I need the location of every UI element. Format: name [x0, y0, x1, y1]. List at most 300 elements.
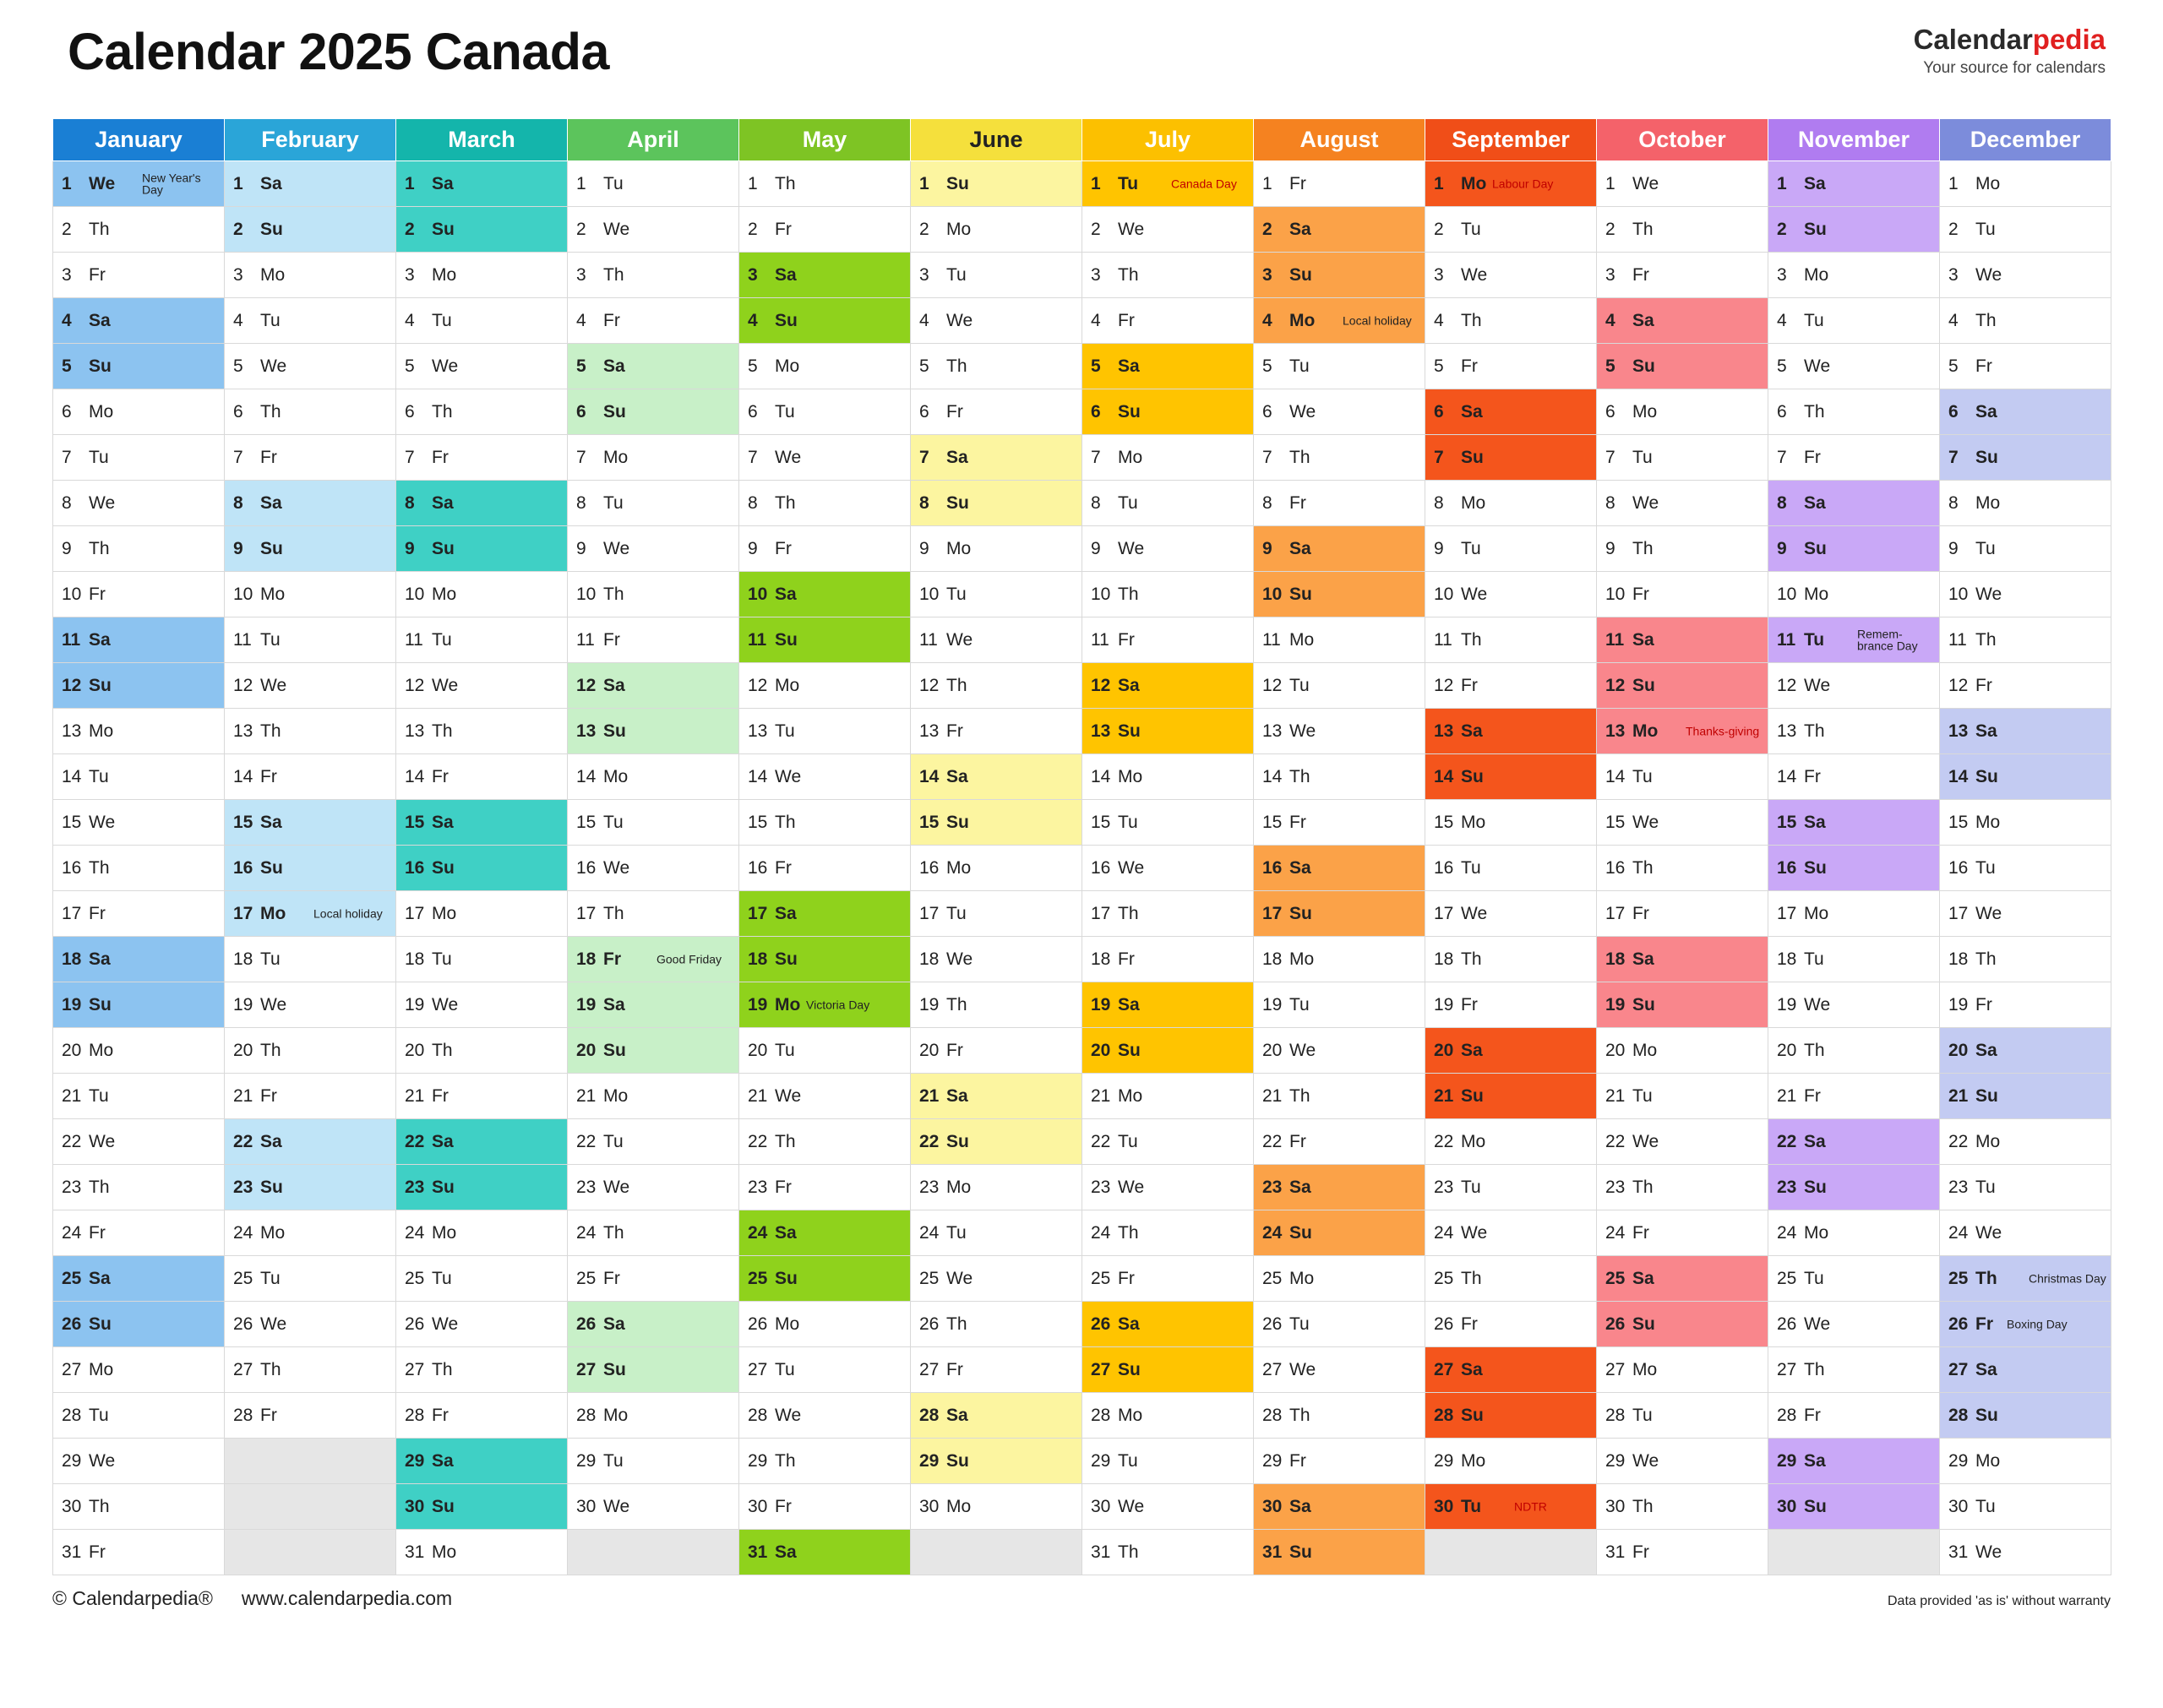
- day-cell-content[interactable]: [1425, 1210, 1596, 1255]
- day-cell-content[interactable]: [396, 526, 567, 571]
- day-cell-content[interactable]: [1082, 1256, 1253, 1301]
- day-cell-content[interactable]: [1254, 617, 1425, 662]
- day-cell-content[interactable]: [1940, 754, 2111, 799]
- day-cell-content[interactable]: [1940, 709, 2111, 753]
- day-cell-content[interactable]: [1082, 800, 1253, 845]
- day-cell-content[interactable]: [1940, 1119, 2111, 1164]
- day-cell-content[interactable]: [1425, 253, 1596, 297]
- day-cell-content[interactable]: [1082, 435, 1253, 480]
- day-cell-content[interactable]: [1425, 298, 1596, 343]
- day-cell-content[interactable]: [568, 344, 738, 389]
- day-cell-content[interactable]: [1940, 481, 2111, 525]
- day-cell-content[interactable]: [1082, 481, 1253, 525]
- day-cell-content[interactable]: [1597, 1393, 1768, 1438]
- day-cell-content[interactable]: [568, 253, 738, 297]
- day-cell-content[interactable]: [568, 207, 738, 252]
- day-cell-content[interactable]: [1082, 344, 1253, 389]
- day-cell-content[interactable]: [225, 1119, 395, 1164]
- day-cell-content[interactable]: [911, 663, 1082, 708]
- day-cell-content[interactable]: [396, 1210, 567, 1255]
- day-cell-content[interactable]: [568, 754, 738, 799]
- day-cell-content[interactable]: [568, 572, 738, 617]
- day-cell-content[interactable]: [53, 389, 224, 434]
- day-cell-content[interactable]: [396, 435, 567, 480]
- day-cell-content[interactable]: [1940, 572, 2111, 617]
- day-cell-content[interactable]: [1254, 389, 1425, 434]
- day-cell-content[interactable]: [396, 982, 567, 1027]
- day-cell-content[interactable]: [1597, 800, 1768, 845]
- day-cell-content[interactable]: [568, 526, 738, 571]
- day-cell-content[interactable]: [1254, 253, 1425, 297]
- day-cell-content[interactable]: [53, 1119, 224, 1164]
- day-cell-content[interactable]: [1082, 1530, 1253, 1575]
- day-cell-content[interactable]: [1425, 1393, 1596, 1438]
- day-cell-content[interactable]: [396, 161, 567, 206]
- day-cell-content[interactable]: [396, 344, 567, 389]
- day-cell-content[interactable]: [53, 937, 224, 982]
- day-cell-content[interactable]: [1768, 1484, 1939, 1529]
- day-cell-content[interactable]: [1768, 800, 1939, 845]
- day-cell-content[interactable]: [1082, 1439, 1253, 1483]
- day-cell-content[interactable]: [739, 1210, 910, 1255]
- day-cell-content[interactable]: [1082, 207, 1253, 252]
- day-cell-content[interactable]: [739, 754, 910, 799]
- day-cell-content[interactable]: [225, 800, 395, 845]
- day-cell-content[interactable]: [911, 1074, 1082, 1118]
- day-cell-content[interactable]: [1768, 1119, 1939, 1164]
- day-cell-content[interactable]: [739, 1347, 910, 1392]
- day-cell-content[interactable]: [568, 481, 738, 525]
- day-cell-content[interactable]: [1254, 709, 1425, 753]
- day-cell-content[interactable]: [1254, 572, 1425, 617]
- day-cell-content[interactable]: [396, 937, 567, 982]
- day-cell-content[interactable]: [911, 1393, 1082, 1438]
- day-cell-content[interactable]: [911, 1302, 1082, 1346]
- day-cell-content[interactable]: [1425, 1028, 1596, 1073]
- day-cell-content[interactable]: [1597, 344, 1768, 389]
- day-cell-content[interactable]: [1768, 982, 1939, 1027]
- day-cell-content[interactable]: [225, 1393, 395, 1438]
- day-cell-content[interactable]: [1940, 1439, 2111, 1483]
- day-cell-content[interactable]: [1425, 1074, 1596, 1118]
- day-cell-content[interactable]: [568, 1119, 738, 1164]
- day-cell-content[interactable]: [225, 1165, 395, 1210]
- day-cell-content[interactable]: [396, 1347, 567, 1392]
- day-cell-content[interactable]: [911, 617, 1082, 662]
- day-cell-content[interactable]: [1254, 298, 1425, 343]
- day-cell-content[interactable]: [225, 1210, 395, 1255]
- day-cell-content[interactable]: [1768, 1028, 1939, 1073]
- day-cell-content[interactable]: [225, 1028, 395, 1073]
- day-cell-content[interactable]: [911, 161, 1082, 206]
- day-cell-content[interactable]: [53, 1484, 224, 1529]
- day-cell-content[interactable]: [1082, 161, 1253, 206]
- day-cell-content[interactable]: [739, 891, 910, 936]
- day-cell-content[interactable]: [225, 891, 395, 936]
- day-cell-content[interactable]: [739, 937, 910, 982]
- day-cell-content[interactable]: [1597, 937, 1768, 982]
- day-cell-content[interactable]: [1425, 937, 1596, 982]
- day-cell-content[interactable]: [1597, 1347, 1768, 1392]
- day-cell-content[interactable]: [739, 161, 910, 206]
- day-cell-content[interactable]: [1940, 389, 2111, 434]
- day-cell-content[interactable]: [1254, 344, 1425, 389]
- day-cell-content[interactable]: [739, 389, 910, 434]
- day-cell-content[interactable]: [53, 1302, 224, 1346]
- day-cell-content[interactable]: [568, 663, 738, 708]
- day-cell-content[interactable]: [1082, 617, 1253, 662]
- day-cell-content[interactable]: [53, 1210, 224, 1255]
- day-cell-content[interactable]: [396, 846, 567, 890]
- day-cell-content[interactable]: [1254, 1347, 1425, 1392]
- day-cell-content[interactable]: [1597, 1074, 1768, 1118]
- day-cell-content[interactable]: [1254, 891, 1425, 936]
- day-cell-content[interactable]: [1940, 982, 2111, 1027]
- day-cell-content[interactable]: [568, 891, 738, 936]
- day-cell-content[interactable]: [53, 1028, 224, 1073]
- day-cell-content[interactable]: [911, 1165, 1082, 1210]
- day-cell-content[interactable]: [396, 709, 567, 753]
- day-cell-content[interactable]: [225, 982, 395, 1027]
- day-cell-content[interactable]: [1082, 846, 1253, 890]
- day-cell-content[interactable]: [396, 298, 567, 343]
- day-cell-content[interactable]: [1082, 1165, 1253, 1210]
- day-cell-content[interactable]: [1082, 1119, 1253, 1164]
- day-cell-content[interactable]: [53, 298, 224, 343]
- day-cell-content[interactable]: [1425, 161, 1596, 206]
- day-cell-content[interactable]: [1254, 1393, 1425, 1438]
- day-cell-content[interactable]: [225, 435, 395, 480]
- day-cell-content[interactable]: [911, 709, 1082, 753]
- day-cell-content[interactable]: [53, 481, 224, 525]
- day-cell-content[interactable]: [739, 572, 910, 617]
- day-cell-content[interactable]: [225, 1302, 395, 1346]
- day-cell-content[interactable]: [1254, 1530, 1425, 1575]
- day-cell-content[interactable]: [53, 709, 224, 753]
- day-cell-content[interactable]: [568, 709, 738, 753]
- day-cell-content[interactable]: [1597, 253, 1768, 297]
- day-cell-content[interactable]: [1940, 1256, 2111, 1301]
- day-cell-content[interactable]: [1425, 389, 1596, 434]
- day-cell-content[interactable]: [225, 389, 395, 434]
- day-cell-content[interactable]: [739, 663, 910, 708]
- day-cell-content[interactable]: [396, 481, 567, 525]
- day-cell-content[interactable]: [396, 389, 567, 434]
- day-cell-content[interactable]: [1082, 1210, 1253, 1255]
- day-cell-content[interactable]: [739, 481, 910, 525]
- day-cell-content[interactable]: [1425, 709, 1596, 753]
- day-cell-content[interactable]: [396, 1028, 567, 1073]
- day-cell-content[interactable]: [739, 1530, 910, 1575]
- day-cell-content[interactable]: [396, 754, 567, 799]
- day-cell-content[interactable]: [1940, 1530, 2111, 1575]
- day-cell-content[interactable]: [396, 1302, 567, 1346]
- day-cell-content[interactable]: [1425, 982, 1596, 1027]
- day-cell-content[interactable]: [568, 389, 738, 434]
- day-cell-content[interactable]: [911, 1028, 1082, 1073]
- day-cell-content[interactable]: [1768, 1165, 1939, 1210]
- day-cell-content[interactable]: [1082, 891, 1253, 936]
- day-cell-content[interactable]: [225, 481, 395, 525]
- day-cell-content[interactable]: [568, 435, 738, 480]
- day-cell-content[interactable]: [225, 709, 395, 753]
- day-cell-content[interactable]: [739, 1393, 910, 1438]
- day-cell-content[interactable]: [1254, 526, 1425, 571]
- day-cell-content[interactable]: [1082, 1028, 1253, 1073]
- day-cell-content[interactable]: [568, 1210, 738, 1255]
- day-cell-content[interactable]: [1940, 1210, 2111, 1255]
- day-cell-content[interactable]: [911, 1439, 1082, 1483]
- day-cell-content[interactable]: [1597, 617, 1768, 662]
- day-cell-content[interactable]: [911, 982, 1082, 1027]
- day-cell-content[interactable]: [225, 846, 395, 890]
- day-cell-content[interactable]: [396, 617, 567, 662]
- day-cell-content[interactable]: [1768, 1439, 1939, 1483]
- day-cell-content[interactable]: [53, 1165, 224, 1210]
- day-cell-content[interactable]: [1425, 1347, 1596, 1392]
- day-cell-content[interactable]: [1597, 891, 1768, 936]
- day-cell-content[interactable]: [1768, 526, 1939, 571]
- day-cell-content[interactable]: [1940, 1347, 2111, 1392]
- day-cell-content[interactable]: [1254, 1302, 1425, 1346]
- day-cell-content[interactable]: [1597, 1028, 1768, 1073]
- day-cell-content[interactable]: [1082, 298, 1253, 343]
- day-cell-content[interactable]: [568, 1484, 738, 1529]
- day-cell-content[interactable]: [1768, 891, 1939, 936]
- day-cell-content[interactable]: [1768, 572, 1939, 617]
- day-cell-content[interactable]: [1254, 1256, 1425, 1301]
- day-cell-content[interactable]: [225, 207, 395, 252]
- day-cell-content[interactable]: [1425, 1256, 1596, 1301]
- day-cell-content[interactable]: [1254, 1484, 1425, 1529]
- day-cell-content[interactable]: [53, 344, 224, 389]
- day-cell-content[interactable]: [1597, 435, 1768, 480]
- day-cell-content[interactable]: [739, 1119, 910, 1164]
- day-cell-content[interactable]: [568, 1347, 738, 1392]
- day-cell-content[interactable]: [1597, 1530, 1768, 1575]
- day-cell-content[interactable]: [1425, 1484, 1596, 1529]
- day-cell-content[interactable]: [225, 663, 395, 708]
- day-cell-content[interactable]: [911, 1347, 1082, 1392]
- day-cell-content[interactable]: [1082, 982, 1253, 1027]
- day-cell-content[interactable]: [1597, 1165, 1768, 1210]
- day-cell-content[interactable]: [1768, 253, 1939, 297]
- day-cell-content[interactable]: [739, 435, 910, 480]
- day-cell-content[interactable]: [568, 617, 738, 662]
- day-cell-content[interactable]: [396, 1074, 567, 1118]
- day-cell-content[interactable]: [1082, 572, 1253, 617]
- day-cell-content[interactable]: [911, 526, 1082, 571]
- day-cell-content[interactable]: [53, 846, 224, 890]
- day-cell-content[interactable]: [1425, 800, 1596, 845]
- day-cell-content[interactable]: [53, 1530, 224, 1575]
- day-cell-content[interactable]: [1082, 1484, 1253, 1529]
- day-cell-content[interactable]: [1082, 526, 1253, 571]
- day-cell-content[interactable]: [1082, 709, 1253, 753]
- day-cell-content[interactable]: [225, 1347, 395, 1392]
- day-cell-content[interactable]: [1768, 481, 1939, 525]
- day-cell-content[interactable]: [1940, 891, 2111, 936]
- day-cell-content[interactable]: [568, 1074, 738, 1118]
- day-cell-content[interactable]: [1940, 1028, 2111, 1073]
- day-cell-content[interactable]: [911, 207, 1082, 252]
- day-cell-content[interactable]: [396, 207, 567, 252]
- day-cell-content[interactable]: [396, 1119, 567, 1164]
- day-cell-content[interactable]: [1425, 1302, 1596, 1346]
- day-cell-content[interactable]: [1940, 161, 2111, 206]
- day-cell-content[interactable]: [1768, 663, 1939, 708]
- day-cell-content[interactable]: [1597, 754, 1768, 799]
- day-cell-content[interactable]: [1597, 1484, 1768, 1529]
- day-cell-content[interactable]: [1940, 1484, 2111, 1529]
- day-cell-content[interactable]: [568, 1393, 738, 1438]
- day-cell-content[interactable]: [739, 846, 910, 890]
- day-cell-content[interactable]: [1597, 572, 1768, 617]
- day-cell-content[interactable]: [1254, 207, 1425, 252]
- day-cell-content[interactable]: [1597, 663, 1768, 708]
- day-cell-content[interactable]: [1254, 982, 1425, 1027]
- day-cell-content[interactable]: [911, 800, 1082, 845]
- day-cell-content[interactable]: [739, 800, 910, 845]
- day-cell-content[interactable]: [1597, 298, 1768, 343]
- day-cell-content[interactable]: [911, 298, 1082, 343]
- day-cell-content[interactable]: [1425, 481, 1596, 525]
- website-url[interactable]: www.calendarpedia.com: [241, 1587, 453, 1609]
- day-cell-content[interactable]: [1597, 207, 1768, 252]
- day-cell-content[interactable]: [739, 1028, 910, 1073]
- day-cell-content[interactable]: [225, 253, 395, 297]
- day-cell-content[interactable]: [1940, 1393, 2111, 1438]
- day-cell-content[interactable]: [1425, 435, 1596, 480]
- day-cell-content[interactable]: [225, 161, 395, 206]
- day-cell-content[interactable]: [396, 663, 567, 708]
- day-cell-content[interactable]: [1768, 344, 1939, 389]
- day-cell-content[interactable]: [1254, 481, 1425, 525]
- day-cell-content[interactable]: [911, 846, 1082, 890]
- day-cell-content[interactable]: [53, 1439, 224, 1483]
- day-cell-content[interactable]: [225, 1074, 395, 1118]
- day-cell-content[interactable]: [568, 1028, 738, 1073]
- day-cell-content[interactable]: [53, 253, 224, 297]
- day-cell-content[interactable]: [1768, 161, 1939, 206]
- day-cell-content[interactable]: [53, 617, 224, 662]
- day-cell-content[interactable]: [1768, 1302, 1939, 1346]
- day-cell-content[interactable]: [1082, 1302, 1253, 1346]
- day-cell-content[interactable]: [1768, 389, 1939, 434]
- day-cell-content[interactable]: [911, 1256, 1082, 1301]
- day-cell-content[interactable]: [53, 572, 224, 617]
- day-cell-content[interactable]: [53, 1074, 224, 1118]
- day-cell-content[interactable]: [739, 1256, 910, 1301]
- day-cell-content[interactable]: [225, 1256, 395, 1301]
- day-cell-content[interactable]: [568, 937, 738, 982]
- day-cell-content[interactable]: [1425, 617, 1596, 662]
- day-cell-content[interactable]: [1597, 161, 1768, 206]
- day-cell-content[interactable]: [1254, 435, 1425, 480]
- day-cell-content[interactable]: [1597, 1256, 1768, 1301]
- day-cell-content[interactable]: [53, 207, 224, 252]
- day-cell-content[interactable]: [1425, 572, 1596, 617]
- day-cell-content[interactable]: [1425, 663, 1596, 708]
- day-cell-content[interactable]: [739, 1165, 910, 1210]
- day-cell-content[interactable]: [1425, 344, 1596, 389]
- day-cell-content[interactable]: [1768, 617, 1939, 662]
- day-cell-content[interactable]: [1082, 1347, 1253, 1392]
- day-cell-content[interactable]: [396, 1165, 567, 1210]
- day-cell-content[interactable]: [739, 709, 910, 753]
- day-cell-content[interactable]: [1940, 526, 2111, 571]
- day-cell-content[interactable]: [1597, 526, 1768, 571]
- day-cell-content[interactable]: [53, 982, 224, 1027]
- day-cell-content[interactable]: [1940, 1302, 2111, 1346]
- day-cell-content[interactable]: [739, 526, 910, 571]
- day-cell-content[interactable]: [53, 800, 224, 845]
- day-cell-content[interactable]: [1768, 1393, 1939, 1438]
- day-cell-content[interactable]: [1940, 435, 2111, 480]
- day-cell-content[interactable]: [1254, 663, 1425, 708]
- day-cell-content[interactable]: [1940, 937, 2111, 982]
- day-cell-content[interactable]: [1254, 1210, 1425, 1255]
- day-cell-content[interactable]: [911, 572, 1082, 617]
- day-cell-content[interactable]: [568, 800, 738, 845]
- day-cell-content[interactable]: [1425, 891, 1596, 936]
- day-cell-content[interactable]: [1940, 617, 2111, 662]
- day-cell-content[interactable]: [225, 572, 395, 617]
- day-cell-content[interactable]: [739, 253, 910, 297]
- day-cell-content[interactable]: [1940, 1074, 2111, 1118]
- day-cell-content[interactable]: [1254, 1119, 1425, 1164]
- day-cell-content[interactable]: [911, 891, 1082, 936]
- day-cell-content[interactable]: [1597, 481, 1768, 525]
- day-cell-content[interactable]: [1425, 526, 1596, 571]
- day-cell-content[interactable]: [739, 1484, 910, 1529]
- day-cell-content[interactable]: [1082, 253, 1253, 297]
- day-cell-content[interactable]: [1254, 1028, 1425, 1073]
- day-cell-content[interactable]: [1768, 298, 1939, 343]
- day-cell-content[interactable]: [1940, 846, 2111, 890]
- day-cell-content[interactable]: [396, 891, 567, 936]
- day-cell-content[interactable]: [1768, 435, 1939, 480]
- day-cell-content[interactable]: [1940, 298, 2111, 343]
- day-cell-content[interactable]: [396, 1439, 567, 1483]
- day-cell-content[interactable]: [53, 891, 224, 936]
- day-cell-content[interactable]: [53, 1256, 224, 1301]
- day-cell-content[interactable]: [739, 617, 910, 662]
- day-cell-content[interactable]: [739, 298, 910, 343]
- day-cell-content[interactable]: [1597, 389, 1768, 434]
- day-cell-content[interactable]: [1768, 709, 1939, 753]
- day-cell-content[interactable]: [53, 1393, 224, 1438]
- day-cell-content[interactable]: [396, 1393, 567, 1438]
- day-cell-content[interactable]: [911, 1484, 1082, 1529]
- day-cell-content[interactable]: [739, 1302, 910, 1346]
- day-cell-content[interactable]: [1425, 754, 1596, 799]
- day-cell-content[interactable]: [1768, 937, 1939, 982]
- day-cell-content[interactable]: [568, 298, 738, 343]
- day-cell-content[interactable]: [1940, 1165, 2111, 1210]
- day-cell-content[interactable]: [1425, 1165, 1596, 1210]
- day-cell-content[interactable]: [911, 253, 1082, 297]
- day-cell-content[interactable]: [568, 1439, 738, 1483]
- day-cell-content[interactable]: [568, 982, 738, 1027]
- day-cell-content[interactable]: [1425, 1439, 1596, 1483]
- day-cell-content[interactable]: [225, 754, 395, 799]
- day-cell-content[interactable]: [568, 1165, 738, 1210]
- day-cell-content[interactable]: [1425, 207, 1596, 252]
- day-cell-content[interactable]: [53, 754, 224, 799]
- day-cell-content[interactable]: [1768, 1074, 1939, 1118]
- day-cell-content[interactable]: [225, 298, 395, 343]
